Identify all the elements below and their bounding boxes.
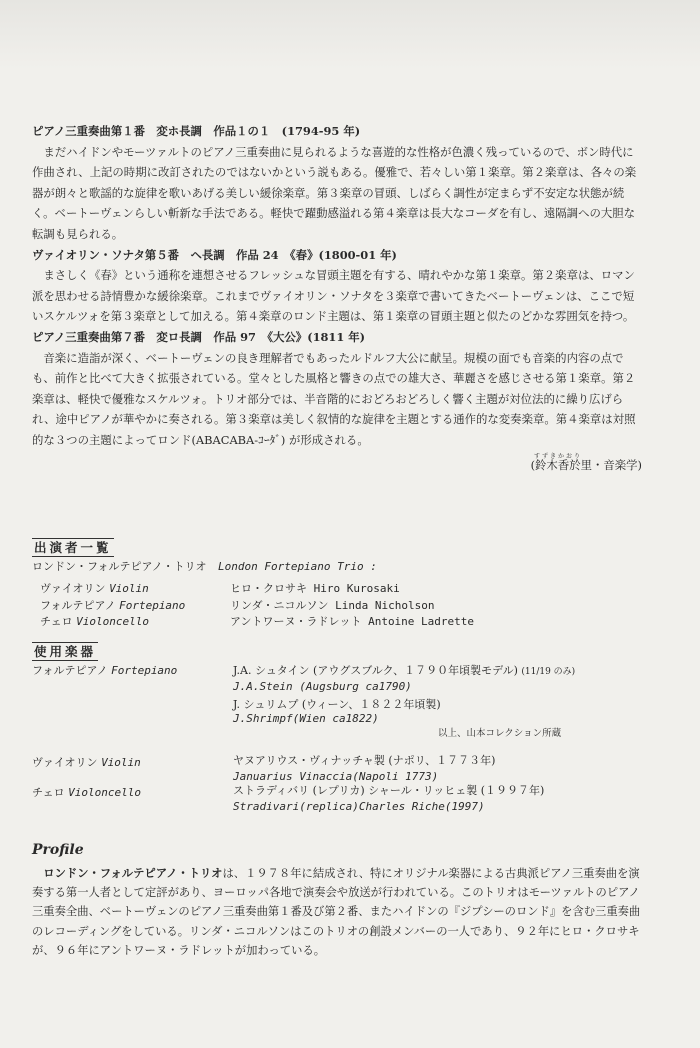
author-name: (鈴木香於里・音楽学) xyxy=(530,457,642,472)
group-name-en: London Fortepiano Trio : xyxy=(217,560,377,573)
profile-heading: Profile xyxy=(32,842,84,858)
cello-en: Stradivari(replica)Charles Riche(1997) xyxy=(233,800,485,813)
performer-name: ヒロ・クロサキ Hiro Kurosaki xyxy=(230,582,400,595)
author-credit xyxy=(32,452,642,476)
group-name-jp: ロンドン・フォルテピアノ・トリオ xyxy=(32,560,207,573)
fortepiano-1-en: J.A.Stein (Augsburg ca1790) xyxy=(233,680,412,693)
label-en: Violin xyxy=(101,756,141,769)
label-en: Fortepiano xyxy=(111,664,178,677)
work2-text: まさしく《春》という通称を連想させるフレッシュな冒頭主題を有する、晴れやかな第１楽章。第２楽章は、ロマン派を思わせる詩情豊かな緩徐楽章。これまでヴァイオリン・ソナタを３楽章で書いてきたベートーヴェンは、ここで短いスケルツォを第３楽章として加える。第４楽章のロンド主題は、第１楽章の冒頭主題と似たのどかな雰囲気を持つ。 xyxy=(32,268,635,324)
performer-name: リンダ・ニコルソン Linda Nicholson xyxy=(230,599,435,612)
fortepiano-2-jp: J. シュリムプ (ウィーン、１８２２年頃製) xyxy=(233,698,441,711)
instrument-jp: フォルテピアノ xyxy=(40,599,116,612)
performer-row xyxy=(40,613,149,629)
performers-section xyxy=(32,538,114,557)
work2-heading: ヴァイオリン・ソナタ第５番 ヘ長調 作品 24 《春》(1800-01 年) xyxy=(32,247,397,262)
performer-row xyxy=(40,580,149,596)
cello-label xyxy=(32,784,141,800)
work1-text: まだハイドンやモーツァルトのピアノ三重奏曲に見られるような喜遊的な性格が色濃く残っているので、ボン時代に作曲され、上記の時期に改訂されたのではないかという説もある。優雅で、若々しい第１楽章。第２楽章は、各々の楽器が朗々と歌謡的な旋律を歌いあげる美しい緩徐楽章。第３楽章の冒頭、しばらく調性が定まらず不安定な状態が続く。ベートーヴェンらしい斬新な手法である。軽快で躍動感溢れる第４楽章は長大なコーダを有し、遠隔調への大胆な転調も見られる。 xyxy=(32,144,637,241)
violin-en: Januarius Vinaccia(Napoli 1773) xyxy=(233,770,439,783)
instruments-title: 使用楽器 xyxy=(34,644,97,659)
violin-label xyxy=(32,754,141,770)
performer-name: アントワーヌ・ラドレット Antoine Ladrette xyxy=(230,615,475,628)
collection-note: 以上、山本コレクション所蔵 xyxy=(438,728,562,739)
performer-row xyxy=(40,597,185,613)
author-ruby: すずきかおり xyxy=(533,452,582,460)
fortepiano-2-en: J.Shrimpf(Wien ca1822) xyxy=(233,712,379,725)
label-jp: フォルテピアノ xyxy=(32,664,108,677)
page-top-shadow xyxy=(0,0,700,70)
label-jp: チェロ xyxy=(32,786,65,799)
work1-heading: ピアノ三重奏曲第１番 変ホ長調 作品１の１ (1794-95 年) xyxy=(32,124,361,138)
violin-jp: ヤヌアリウス・ヴィナッチャ製 (ナポリ、１７７３年) xyxy=(233,754,496,767)
instruments-section xyxy=(32,642,98,661)
instrument-en: Fortepiano xyxy=(119,599,186,612)
instrument-jp: ヴァイオリン xyxy=(40,582,106,595)
instrument-jp: チェロ xyxy=(40,615,73,628)
fortepiano-1-jp xyxy=(233,662,575,678)
label-jp: ヴァイオリン xyxy=(32,756,98,769)
fp1-note: (11/19 のみ) xyxy=(521,667,576,677)
instrument-en: Violin xyxy=(109,582,149,595)
group-name xyxy=(32,558,377,574)
fp1-jp-text: J.A. シュタイン (アウグスブルク、１７９０年頃製モデル) xyxy=(233,664,518,677)
profile-body: は、１９７８年に結成され、特にオリジナル楽器による古典派ピアノ三重奏曲を演奏する第一人者として定評があり、ヨーロッパ各地で演奏会や放送が行われている。このトリオはモーツァルトのピアノ三重奏全曲、ベートーヴェンのピアノ三重奏曲第１番及び第２番、またハイドンの『ジプシーのロンド』を含む三重奏曲のレコーディングをしている。リンダ・ニコルソンはこのトリオの創設メンバーの一人であり、９２年にヒロ・クロサキが、９６年にアントワーヌ・ラドレットが加わっている。 xyxy=(32,867,641,957)
cello-jp: ストラディバリ (レプリカ) シャール・リッヒェ製 (１９９７年) xyxy=(233,784,545,797)
label-en: Violoncello xyxy=(68,786,142,799)
fortepiano-label xyxy=(32,662,177,678)
program-notes xyxy=(32,121,642,475)
work3-heading: ピアノ三重奏曲第７番 変ロ長調 作品 97 《大公》(1811 年) xyxy=(32,329,366,344)
instrument-en: Violoncello xyxy=(76,615,150,628)
performers-title: 出演者一覧 xyxy=(34,540,112,555)
work3-text: 音楽に造詣が深く、ベートーヴェンの良き理解者でもあったルドルフ大公に献呈。規模の面でも音楽的内容の点でも、前作と比べて大きく拡張されている。堂々とした風格と響きの点での雄大さ、華麗さを感じさせる第１楽章。第２楽章は、軽快で優雅なスケルツォ。トリオ部分では、半音階的におどろおどろしく響く主題が対位法的に繰り広げられ、途中ピアノが華やかに奏される。第３楽章は美しく叙情的な旋律を主題とする通作的な変奏楽章。第４楽章は対照的な３つの主題によってロンド(ABACABA-ｺｰﾀﾞ) が形成される。 xyxy=(32,350,636,447)
profile-text xyxy=(32,864,642,960)
profile-lead: ロンドン・フォルテピアノ・トリオ xyxy=(43,866,223,880)
